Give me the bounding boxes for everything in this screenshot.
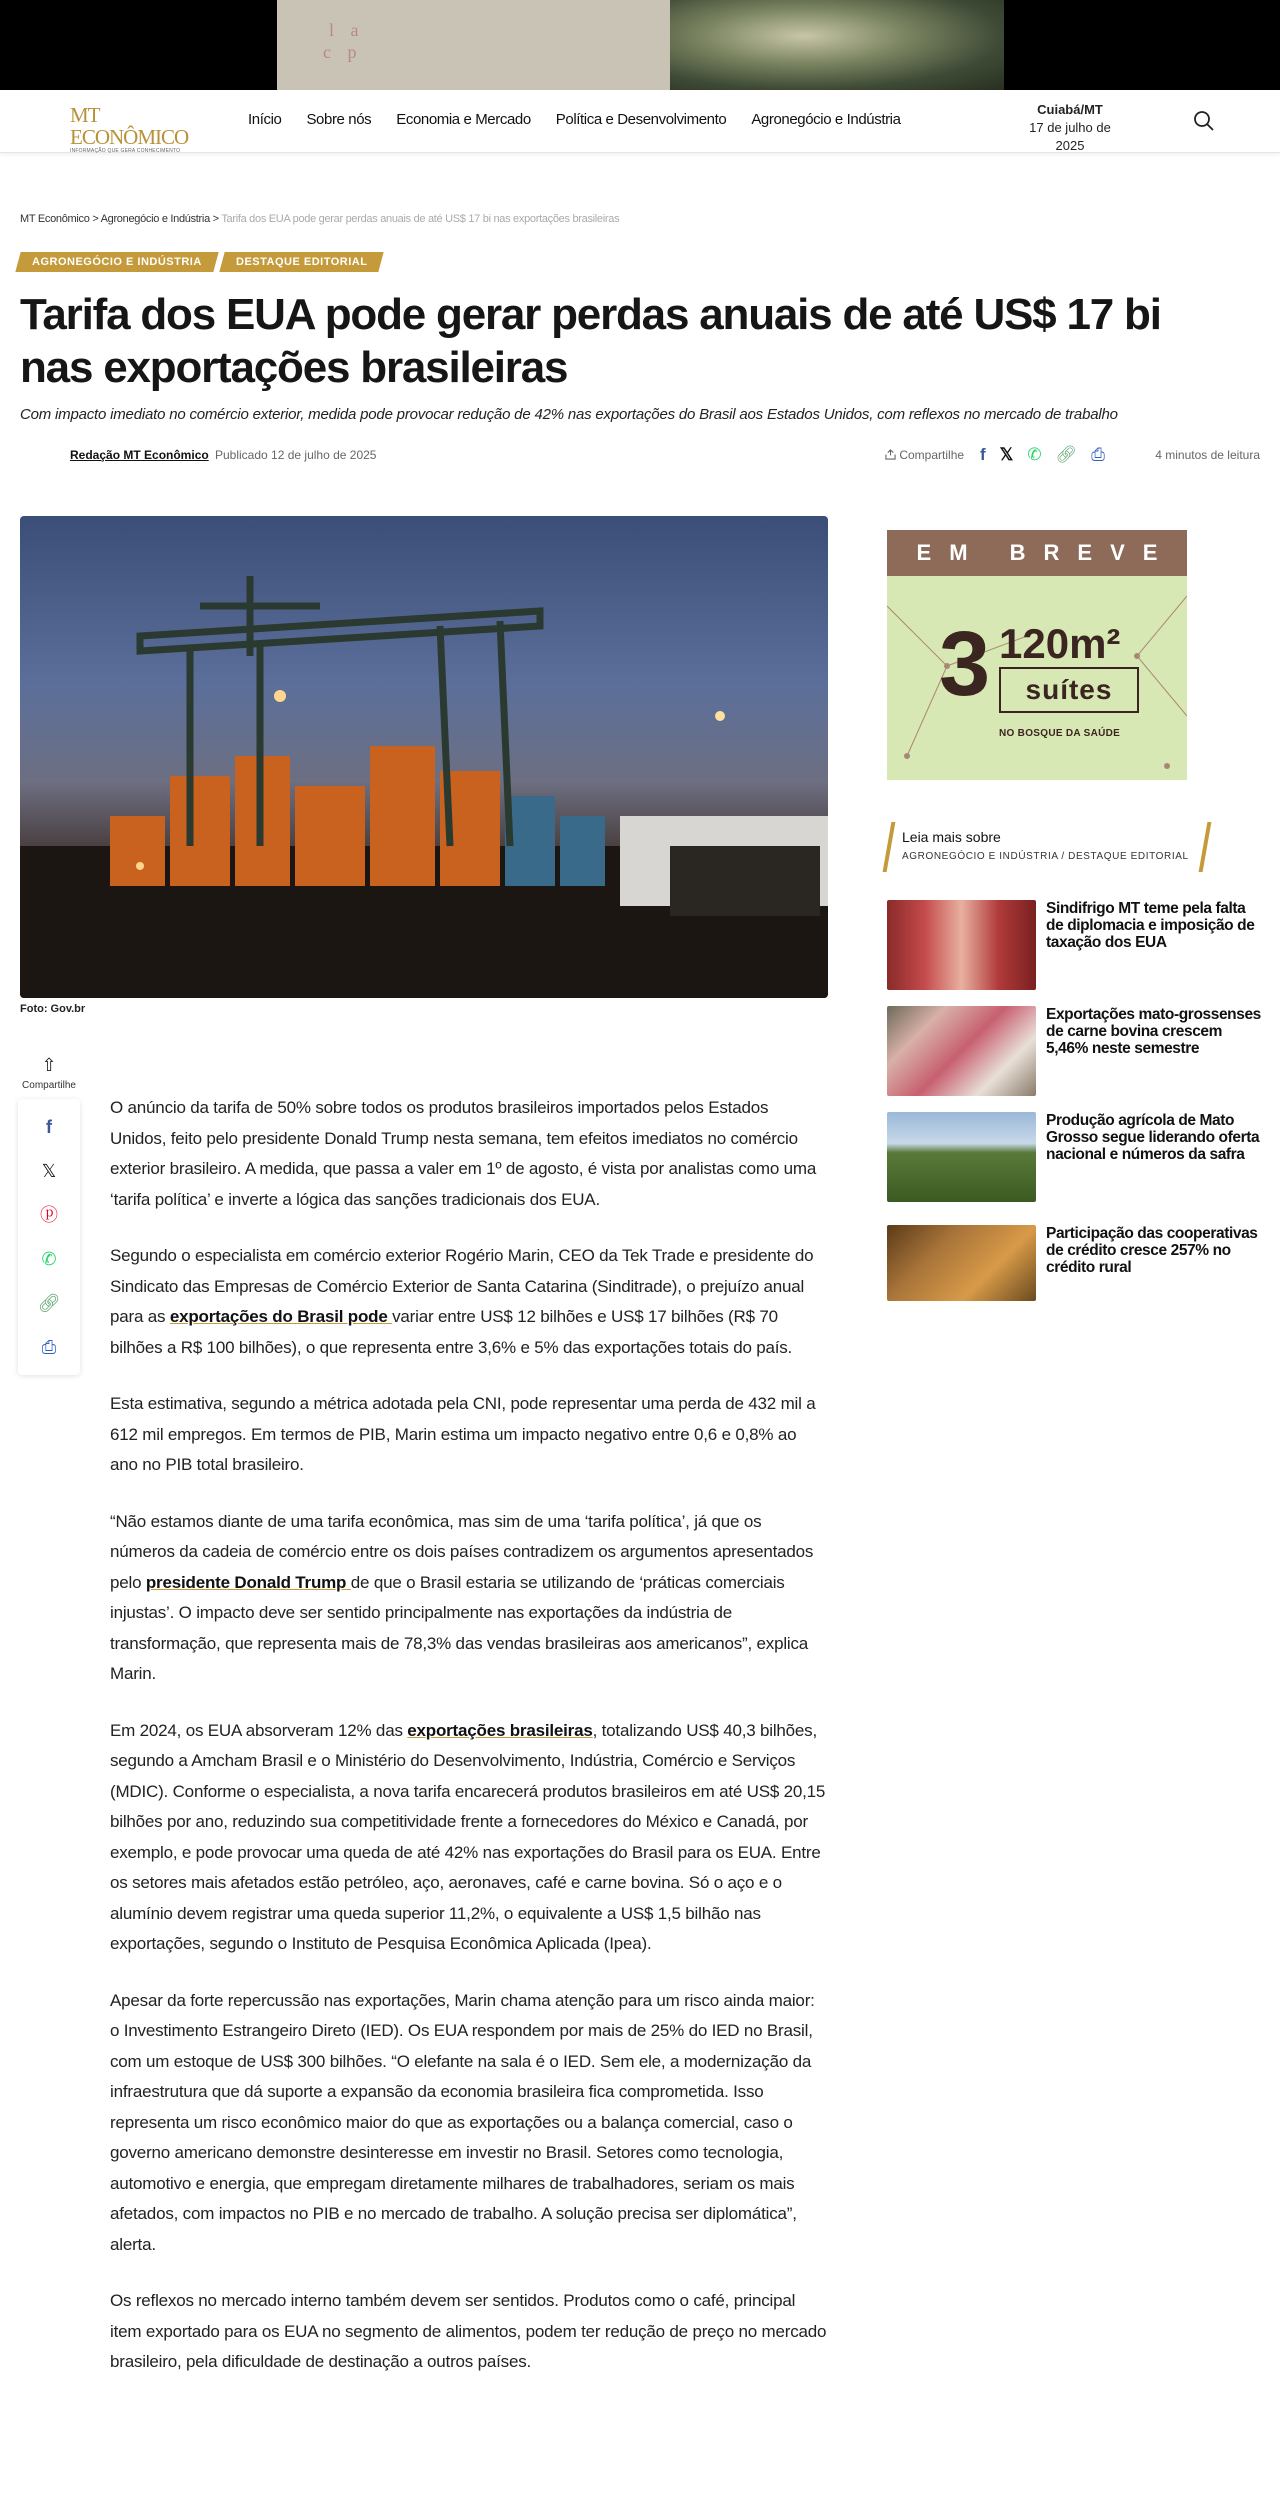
paragraph: O anúncio da tarifa de 50% sobre todos os produtos brasileiros importados pelos Estados Unidos, feito pelo presidente Donald Trump nesta semana, tem efeitos imediatos no comércio exterior brasileiro. A medida, que passa a valer em 1º de agosto, é vista por analistas como uma ‘tarifa política’ e inverte a lógica das sanções tradicionais dos EUA. [110,1098,817,1209]
paragraph-text: variar entre US$ 12 bilhões e US$ 17 bilhões (R$ 70 bilhões a R$ 100 bilhões), o que representa entre 3,6% e 5% das exportações totais do país. [110,1307,793,1357]
related-thumbnail [887,1006,1036,1096]
paragraph-text: , totalizando US$ 40,3 bilhões, segundo a Amcham Brasil e o Ministério do Desenvolvimento, Indústria, Comércio e Serviços (MDIC). Conforme o especialista, a nova tarifa encarecerá produtos brasileiros em até US$ 20,15 bilhões por ano, reduzindo sua competitividade frente a fornecedores do México e Canadá, por exemplo, e pode provocar uma queda de até 42% nas exportações do Brasil para os EUA. Entre os setores mais afetados estão petróleo, aço, aeronaves, café e carne bovina. Só o aço e o alumínio devem registrar uma queda superior 11,2%, o equivalente a US$ 1,5 bilhão nas exportações, segundo o Instituto de Pesquisa Econômica Aplicada (Ipea). [110,1720,826,1953]
tag-label: AGRONEGÓCIO E INDÚSTRIA [32,256,202,268]
article-subtitle: Com impacto imediato no comércio exterior, medida pode provocar redução de 42% nas exportações do Brasil aos Estados Unidos, com reflexos no mercado de trabalho [20,406,1118,423]
share-bar-buttons [18,1099,80,1375]
tag-label: DESTAQUE EDITORIAL [235,256,368,268]
related-thumbnail [887,1225,1036,1301]
breadcrumb-sep: > [209,213,222,225]
whatsapp-icon[interactable]: ✆ [41,1249,57,1269]
top-ad-image [670,0,1004,90]
related-article[interactable] [887,1112,1265,1202]
share-bar-label: Compartilhe [22,1080,76,1091]
related-article[interactable] [887,1225,1265,1301]
facebook-icon[interactable]: f [46,1117,52,1137]
copy-link-icon[interactable]: 🔗︎ [37,1293,61,1313]
paragraph: Esta estimativa, segundo a métrica adotada pela CNI, pode representar uma perda de 432 mil a 612 mil empregos. Em termos de PIB, Marin estima um impacto negativo entre 0,6 e 0,8% ao ano no PIB total brasileiro. [110,1394,816,1474]
inline-link[interactable]: exportações brasileiras [407,1720,593,1740]
ad-suites: suítes [999,667,1139,713]
ad-location: NO BOSQUE DA SAÚDE [999,728,1121,739]
nav-sobre-nos[interactable]: Sobre nós [306,111,372,128]
inline-link[interactable]: exportações do Brasil pode [169,1307,393,1326]
paragraph [110,1241,828,1363]
read-more-title: Leia mais sobre [902,829,1001,845]
top-ad-left-panel [277,0,670,90]
accent-bar [883,822,896,872]
read-more-tags[interactable]: AGRONEGÓCIO E INDÚSTRIA / DESTAQUE EDITORIAL [902,851,1189,862]
inline-link[interactable]: presidente Donald Trump [145,1572,351,1592]
nav-economia-mercado[interactable]: Economia e Mercado [396,111,531,128]
paragraph-text: Em 2024, os EUA absorveram 12% das [110,1720,408,1740]
related-thumbnail [887,1112,1036,1202]
related-thumbnail [887,900,1036,990]
whatsapp-icon[interactable]: ✆ [1027,445,1042,464]
article-meta [20,445,1260,467]
top-ad-text-1: l a [329,20,365,40]
ad-number: 3 [939,613,991,715]
related-title[interactable]: Produção agrícola de Mato Grosso segue liderando oferta nacional e números da safra [1046,1112,1260,1163]
related-article[interactable] [887,1006,1265,1096]
paragraph: Os reflexos no mercado interno também devem ser sentidos. Produtos como o café, principal item exportado para os EUA no segmento de alimentos, podem ter redução de preço no mercado brasileiro, pela dificuldade de destinação a outros países. [110,2291,827,2371]
floating-share-bar [18,1055,80,1375]
accent-bar [1199,822,1212,872]
related-title[interactable]: Sindifrigo MT teme pela falta de diplomacia e imposição de taxação dos EUA [1046,900,1255,951]
article-body [110,1093,828,2404]
location-city: Cuiabá/MT [1037,102,1103,117]
share-icon [885,449,896,460]
x-icon[interactable]: 𝕏 [999,445,1014,464]
pinterest-icon[interactable]: ⓟ [40,1205,58,1225]
related-article[interactable] [887,900,1265,990]
tag-agronegocio[interactable] [15,252,218,272]
top-ad[interactable] [277,0,1004,90]
paragraph-text: de que o Brasil estaria se utilizando de ‘práticas comerciais injustas’. O impacto deve ser sentido principalmente nas exportações da indústria de transformação, que representa mais de 78,3% das vendas brasileiras aos americanos”, explica Marin. [110,1572,809,1683]
read-time: 4 minutos de leitura [1155,448,1260,462]
facebook-icon[interactable]: f [980,445,986,464]
paragraph-text: Segundo o especialista em comércio exterior Rogério Marin, CEO da Tek Trade e presidente do Sindicato das Empresas de Comércio Exterior de Santa Catarina (Sinditrade), o prejuízo anual para as [110,1246,814,1326]
share-label-text: Compartilhe [899,448,965,462]
article-title: Tarifa dos EUA pode gerar perdas anuais de até US$ 17 bi nas exportações brasileiras [20,290,1161,392]
nav-politica-desenvolvimento[interactable]: Política e Desenvolvimento [555,111,727,128]
x-icon[interactable]: 𝕏 [41,1161,57,1181]
main-nav [248,111,926,128]
site-header [0,90,1280,153]
nav-agronegocio-industria[interactable]: Agronegócio e Indústria [751,111,901,128]
current-date: 17 de julho de 2025 [1029,120,1111,153]
print-icon[interactable]: ⎙ [41,1337,57,1357]
share-icon: ⇧ [41,1055,57,1075]
hero-image [20,516,828,998]
author-link[interactable]: Redação MT Econômico [70,448,209,462]
location-date [1020,101,1120,155]
nav-inicio[interactable]: Início [248,111,282,128]
top-ad-text-2: c p [323,42,363,62]
ad-headline: EM BREVE [887,530,1187,576]
paragraph [110,1507,828,1690]
ad-area: 120m² [999,620,1121,667]
breadcrumb-category[interactable]: Agronegócio e Indústria [100,213,210,225]
read-more-header [887,822,1207,870]
copy-link-icon[interactable]: 🔗︎ [1055,445,1078,464]
breadcrumb-home[interactable]: MT Econômico [20,213,90,225]
print-icon[interactable]: ⎙ [1091,445,1105,464]
category-tags [18,252,381,272]
breadcrumb-sep: > [89,213,101,225]
hero-caption: Foto: Gov.br [20,1003,86,1015]
paragraph-text: “Não estamos diante de uma tarifa econômica, mas sim de uma ‘tarifa política’, já que os números da cadeia de comércio entre os dois países contradizem os argumentos apresentados pelo [110,1511,814,1592]
related-title[interactable]: Participação das cooperativas de crédito cresce 257% no crédito rural [1046,1225,1258,1276]
share-buttons [980,445,1105,465]
top-banner [0,0,1280,90]
port-cranes-illustration [20,516,828,998]
paragraph: Apesar da forte repercussão nas exportações, Marin chama atenção para um risco ainda maior: o Investimento Estrangeiro Direto (IED). Os EUA respondem por mais de 25% do IED no Brasil, com um estoque de US$ 300 bilhões. “O elefante na sala é o IED. Sem ele, a modernização da infraestrutura que dá suporte a expansão da economia brasileira fica comprometida. Isso representa um risco econômico maior do que as exportações ou a balança comercial, caso o governo americano demonstre desinteresse em investir no Brasil. Setores como tecnologia, automotivo e energia, que empregam diretamente milhares de trabalhadores, seriam os mais afetados, com impactos no PIB e no mercado de trabalho. A solução precisa ser diplomática”, alerta. [110,1990,815,2254]
paragraph [110,1716,828,1960]
search-icon[interactable] [1193,110,1215,132]
published-date: Publicado 12 de julho de 2025 [215,448,377,462]
logo-text: MT ECONÔMICO [70,103,189,149]
share-label [885,448,964,462]
breadcrumb [20,213,619,225]
related-title[interactable]: Exportações mato-grossenses de carne bovina crescem 5,46% neste semestre [1046,1006,1261,1057]
breadcrumb-current: Tarifa dos EUA pode gerar perdas anuais de até US$ 17 bi nas exportações brasileiras [221,213,620,225]
tag-destaque-editorial[interactable] [219,252,384,272]
sidebar-ad[interactable] [887,530,1187,780]
site-logo[interactable] [70,103,202,154]
logo-tagline: INFORMAÇÃO QUE GERA CONHECIMENTO [70,148,181,154]
